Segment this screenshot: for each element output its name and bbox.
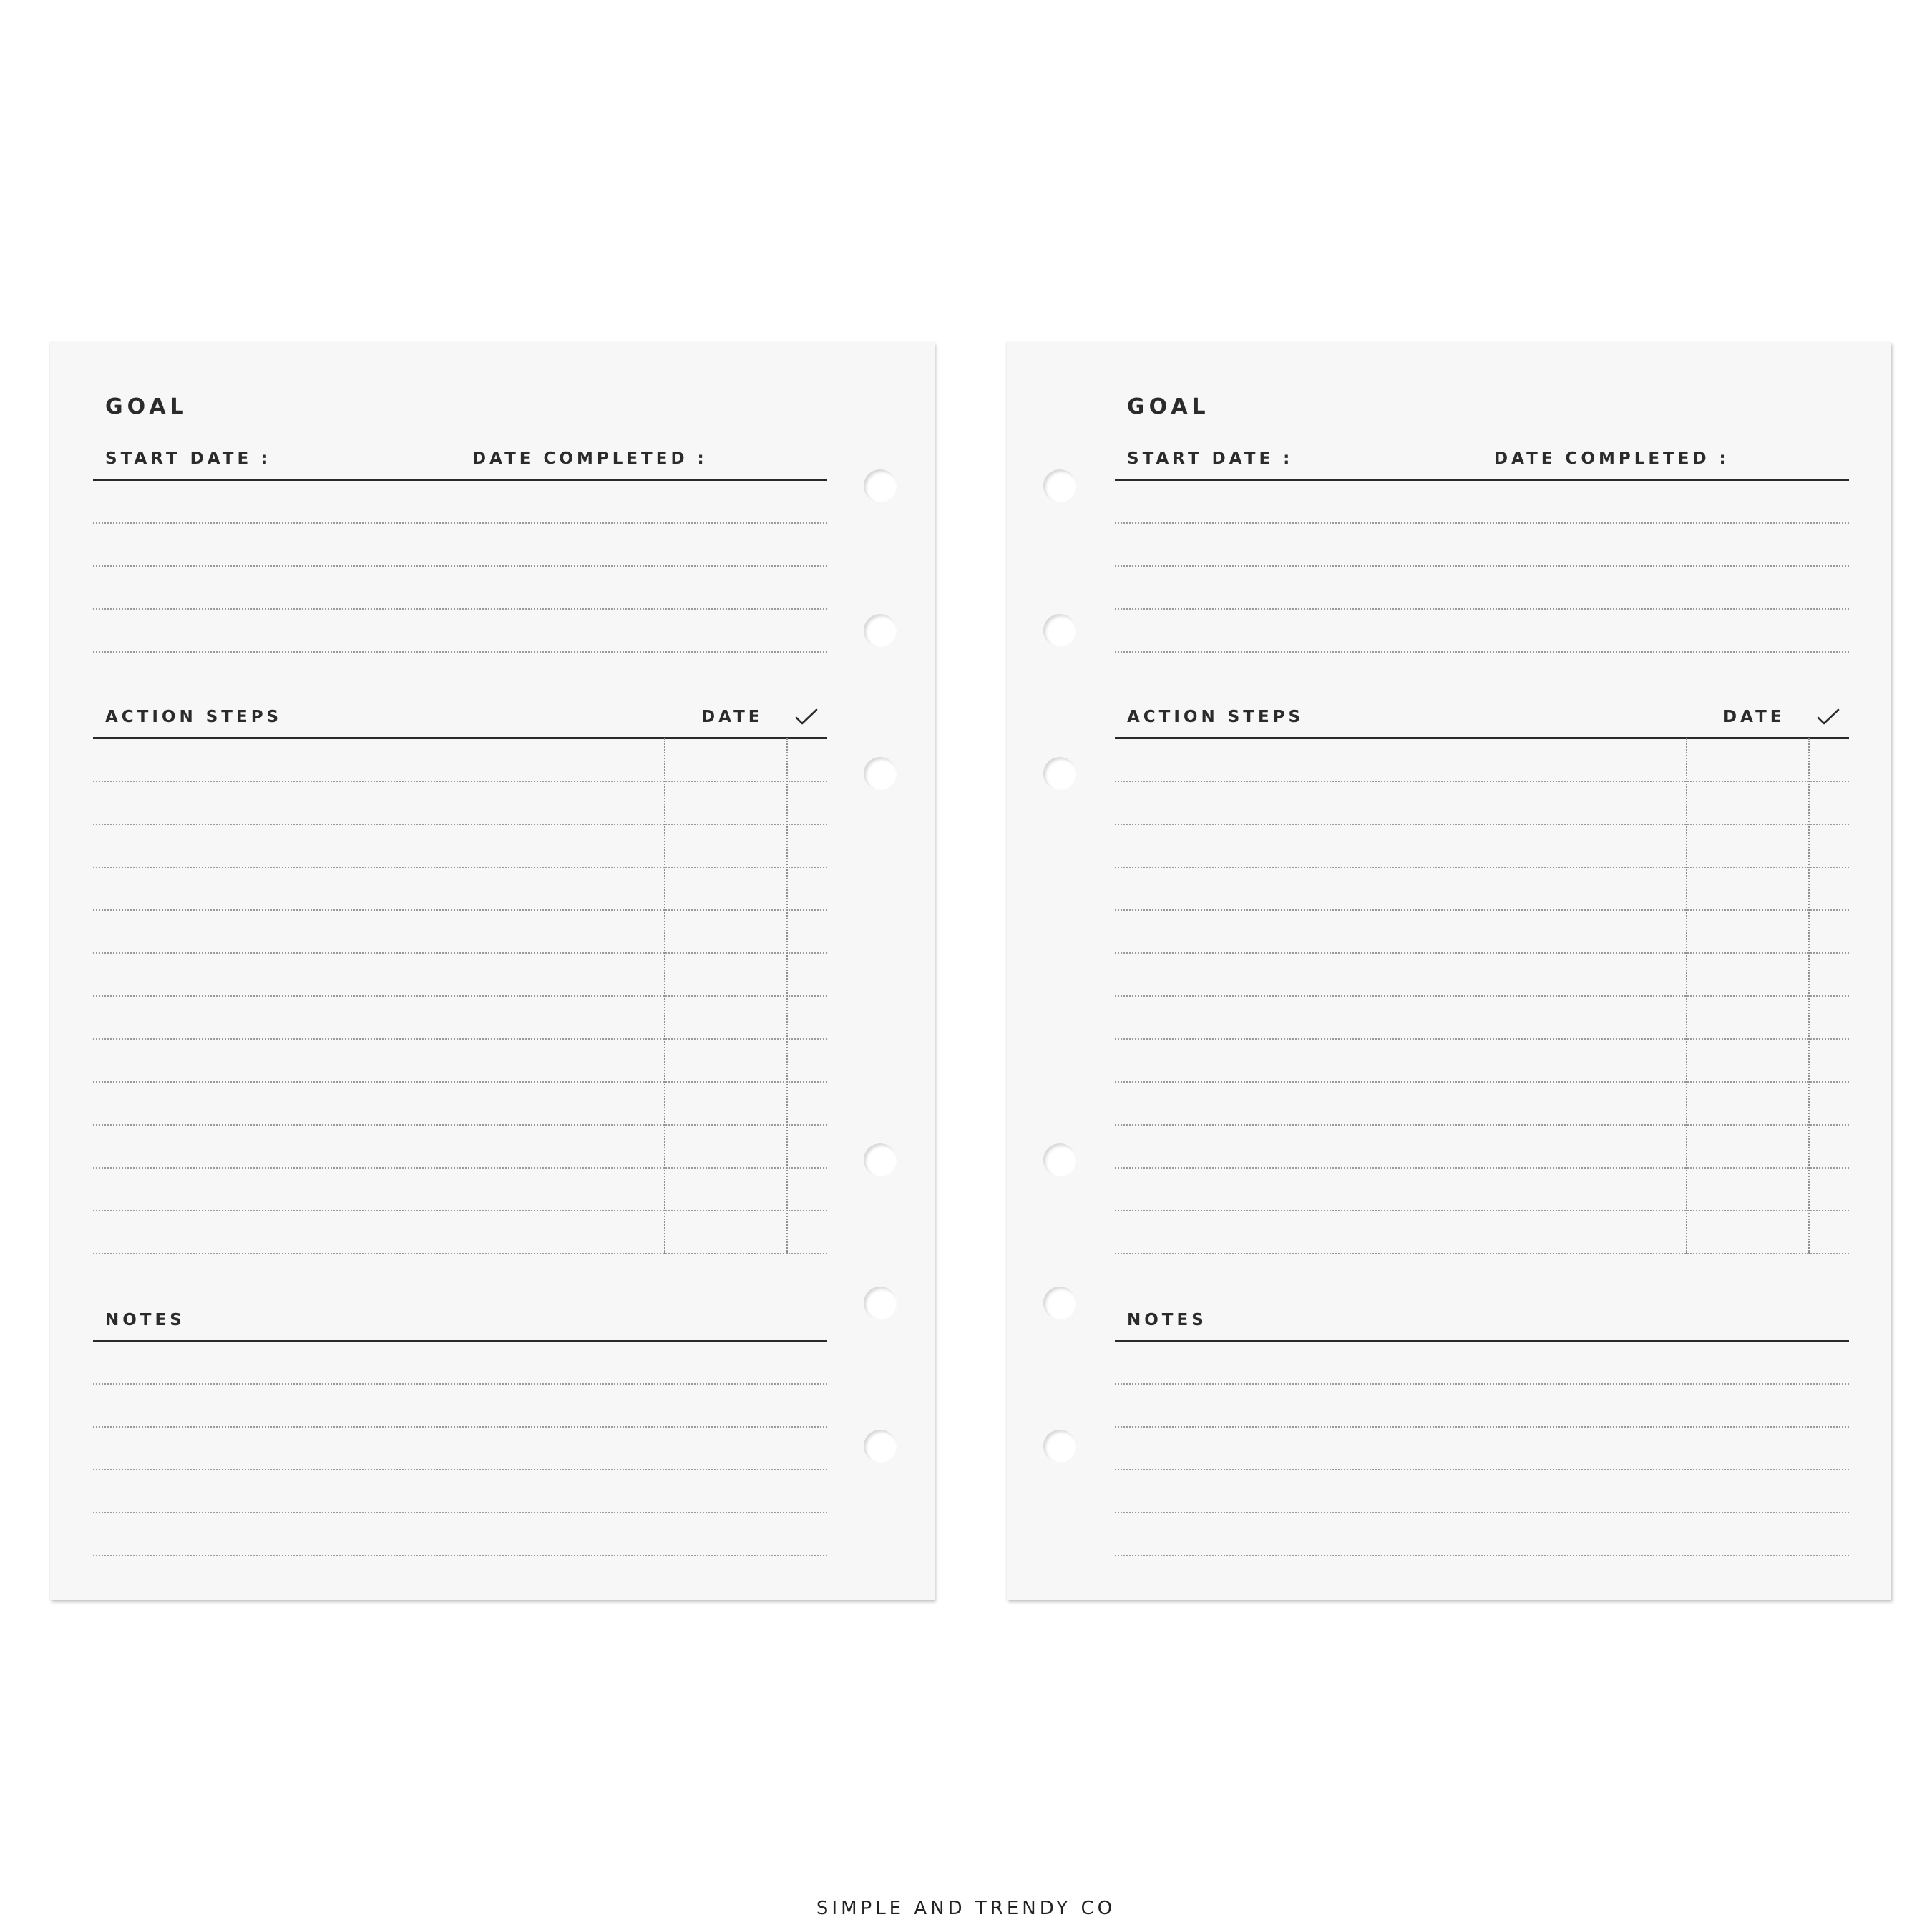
- action-step-row[interactable]: [93, 1167, 827, 1169]
- binder-hole: [864, 757, 897, 790]
- action-step-row[interactable]: [93, 824, 827, 825]
- action-step-row[interactable]: [1115, 1210, 1849, 1211]
- action-step-row[interactable]: [93, 952, 827, 954]
- binder-hole: [1043, 614, 1076, 647]
- date-completed-label: DATE COMPLETED :: [472, 449, 708, 468]
- goal-writing-line[interactable]: [1115, 522, 1849, 524]
- goal-writing-line[interactable]: [93, 608, 827, 610]
- action-step-row[interactable]: [93, 1210, 827, 1211]
- action-step-row[interactable]: [1115, 867, 1849, 868]
- binder-hole: [1043, 1143, 1076, 1176]
- action-step-row[interactable]: [93, 1081, 827, 1083]
- goal-writing-line[interactable]: [93, 651, 827, 653]
- action-step-row[interactable]: [1115, 1081, 1849, 1083]
- goal-writing-line[interactable]: [1115, 565, 1849, 567]
- action-steps-label: ACTION STEPS: [1127, 708, 1304, 726]
- notes-writing-line[interactable]: [93, 1383, 827, 1385]
- goal-title: GOAL: [1127, 394, 1210, 419]
- planner-page-right: [1007, 342, 1891, 1600]
- action-step-row[interactable]: [1115, 952, 1849, 954]
- date-column-label: DATE: [1723, 708, 1785, 726]
- action-step-row[interactable]: [1115, 824, 1849, 825]
- binder-hole: [1043, 469, 1076, 502]
- goal-header-rule: [1115, 479, 1849, 481]
- action-step-row[interactable]: [93, 995, 827, 997]
- action-step-row[interactable]: [93, 1253, 827, 1254]
- action-step-row[interactable]: [1115, 909, 1849, 911]
- planner-page-left: [50, 342, 935, 1600]
- action-step-row[interactable]: [93, 867, 827, 868]
- action-step-row[interactable]: [1115, 995, 1849, 997]
- goal-writing-line[interactable]: [1115, 608, 1849, 610]
- action-step-row[interactable]: [93, 781, 827, 782]
- goal-title: GOAL: [105, 394, 188, 419]
- notes-writing-line[interactable]: [93, 1426, 827, 1428]
- binder-hole: [1043, 1287, 1076, 1319]
- action-steps-header-rule: [93, 737, 827, 739]
- notes-writing-line[interactable]: [1115, 1555, 1849, 1556]
- goal-writing-line[interactable]: [93, 522, 827, 524]
- binder-hole: [1043, 1430, 1076, 1463]
- action-steps-label: ACTION STEPS: [105, 708, 283, 726]
- notes-header-rule: [1115, 1340, 1849, 1342]
- date-completed-label: DATE COMPLETED :: [1494, 449, 1729, 468]
- goal-writing-line[interactable]: [93, 565, 827, 567]
- notes-label: NOTES: [105, 1311, 185, 1330]
- goal-writing-line[interactable]: [1115, 651, 1849, 653]
- brand-footer: SIMPLE AND TRENDY CO: [816, 1898, 1116, 1919]
- binder-hole: [1043, 757, 1076, 790]
- action-step-row[interactable]: [93, 1038, 827, 1040]
- action-step-row[interactable]: [1115, 781, 1849, 782]
- notes-label: NOTES: [1127, 1311, 1207, 1330]
- action-step-row[interactable]: [1115, 1167, 1849, 1169]
- action-step-row[interactable]: [93, 909, 827, 911]
- binder-hole: [864, 1430, 897, 1463]
- binder-hole: [864, 1287, 897, 1319]
- action-step-row[interactable]: [93, 1124, 827, 1126]
- action-step-row[interactable]: [1115, 1253, 1849, 1254]
- notes-writing-line[interactable]: [1115, 1469, 1849, 1470]
- goal-header-rule: [93, 479, 827, 481]
- checkmark-icon: [795, 708, 818, 726]
- action-step-row[interactable]: [1115, 1038, 1849, 1040]
- notes-writing-line[interactable]: [93, 1469, 827, 1470]
- binder-hole: [864, 614, 897, 647]
- date-column-label: DATE: [701, 708, 763, 726]
- notes-writing-line[interactable]: [1115, 1512, 1849, 1513]
- notes-writing-line[interactable]: [1115, 1383, 1849, 1385]
- notes-writing-line[interactable]: [93, 1512, 827, 1513]
- binder-hole: [864, 1143, 897, 1176]
- notes-writing-line[interactable]: [93, 1555, 827, 1556]
- start-date-label: START DATE :: [105, 449, 272, 468]
- notes-header-rule: [93, 1340, 827, 1342]
- notes-writing-line[interactable]: [1115, 1426, 1849, 1428]
- binder-hole: [864, 469, 897, 502]
- checkmark-icon: [1817, 708, 1840, 726]
- start-date-label: START DATE :: [1127, 449, 1294, 468]
- action-steps-header-rule: [1115, 737, 1849, 739]
- action-step-row[interactable]: [1115, 1124, 1849, 1126]
